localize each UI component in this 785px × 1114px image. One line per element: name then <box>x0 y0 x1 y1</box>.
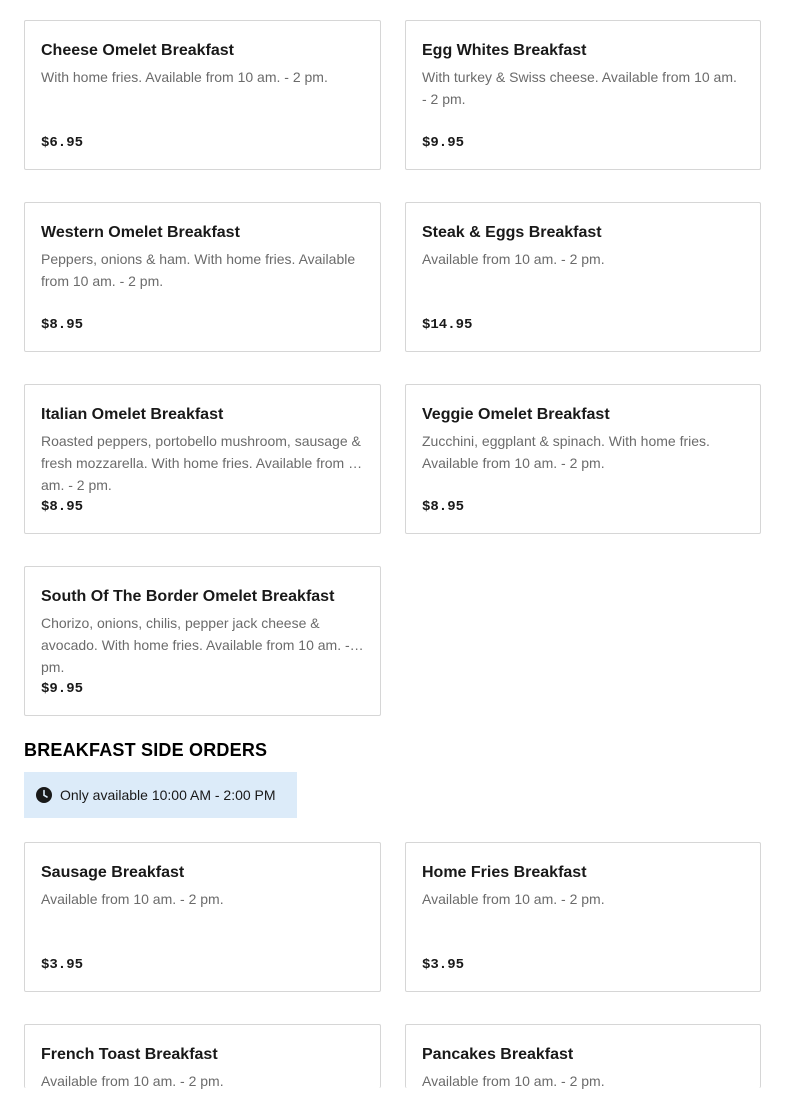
item-description: Chorizo, onions, chilis, pepper jack cheese & avocado. With home fries. Available from 10 am. - 2 pm. <box>41 615 362 675</box>
item-title: Pancakes Breakfast <box>422 1046 574 1063</box>
item-title: South Of The Border Omelet Breakfast <box>41 588 335 605</box>
item-price: $8.95 <box>41 317 84 333</box>
item-price: $14.95 <box>422 317 473 333</box>
item-price: $8.95 <box>41 499 84 515</box>
menu-item-card[interactable] <box>405 20 761 170</box>
menu-item-card[interactable] <box>24 384 381 534</box>
item-title: Cheese Omelet Breakfast <box>41 42 234 59</box>
item-description: Available from 10 am. - 2 pm. <box>422 251 605 267</box>
section-title: BREAKFAST SIDE ORDERS <box>24 740 268 760</box>
menu-item-card[interactable] <box>405 384 761 534</box>
menu-item-card[interactable] <box>24 566 381 716</box>
menu-item-card[interactable] <box>24 842 381 992</box>
item-description: Roasted peppers, portobello mushroom, sausage & fresh mozzarella. With home fries. Available from 10 am. - 2 pm. <box>41 433 364 493</box>
item-description: Available from 10 am. - 2 pm. <box>422 1073 605 1089</box>
menu-item-card[interactable] <box>405 1024 761 1088</box>
item-title: Home Fries Breakfast <box>422 864 587 881</box>
item-price: $3.95 <box>422 957 465 973</box>
item-price: $6.95 <box>41 135 84 151</box>
menu-item-card[interactable] <box>24 1024 381 1088</box>
item-description: Available from 10 am. - 2 pm. <box>41 891 224 907</box>
item-description: Peppers, onions & ham. With home fries. Available from 10 am. - 2 pm. <box>41 251 356 289</box>
item-title: Italian Omelet Breakfast <box>41 406 224 423</box>
item-title: Veggie Omelet Breakfast <box>422 406 610 423</box>
availability-notice-text: Only available 10:00 AM - 2:00 PM <box>60 787 276 803</box>
menu-item-card[interactable] <box>405 842 761 992</box>
item-title: Sausage Breakfast <box>41 864 185 881</box>
item-price: $9.95 <box>41 681 84 697</box>
availability-notice <box>24 772 297 818</box>
item-description: Available from 10 am. - 2 pm. <box>422 891 605 907</box>
item-title: Egg Whites Breakfast <box>422 42 587 59</box>
item-title: Steak & Eggs Breakfast <box>422 224 602 241</box>
menu-item-card[interactable] <box>24 20 381 170</box>
clock-icon <box>36 787 52 803</box>
item-description: Zucchini, eggplant & spinach. With home fries. Available from 10 am. - 2 pm. <box>422 433 710 471</box>
item-price: $8.95 <box>422 499 465 515</box>
item-price: $9.95 <box>422 135 465 151</box>
item-title: Western Omelet Breakfast <box>41 224 240 241</box>
item-title: French Toast Breakfast <box>41 1046 218 1063</box>
item-description: With turkey & Swiss cheese. Available from 10 am. - 2 pm. <box>422 69 737 107</box>
item-price: $3.95 <box>41 957 84 973</box>
item-description: With home fries. Available from 10 am. - 2 pm. <box>41 69 328 85</box>
item-description: Available from 10 am. - 2 pm. <box>41 1073 224 1089</box>
menu-item-card[interactable] <box>24 202 381 352</box>
menu-item-card[interactable] <box>405 202 761 352</box>
